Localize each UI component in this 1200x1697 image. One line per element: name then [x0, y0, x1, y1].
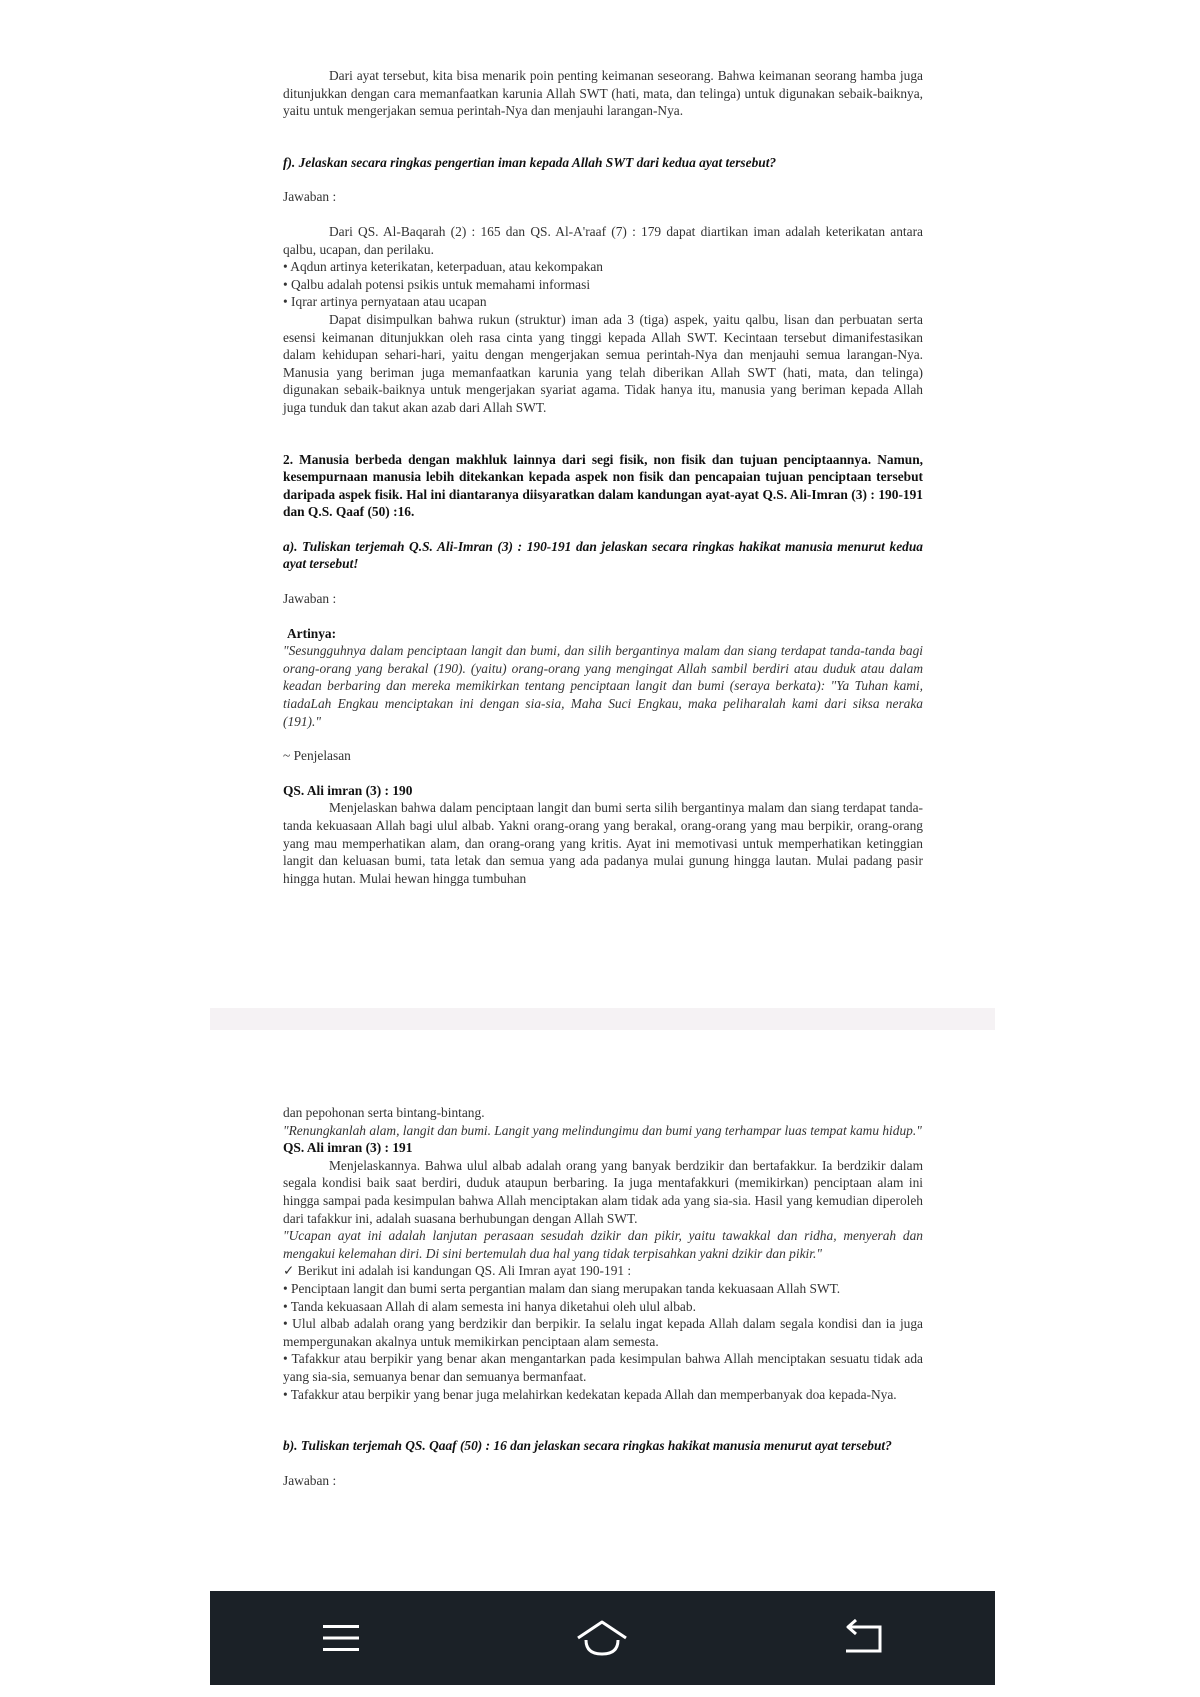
page-divider: [210, 1008, 995, 1030]
menu-icon: [321, 1622, 361, 1654]
navigation-bar: [210, 1591, 995, 1685]
question-a: a). Tuliskan terjemah Q.S. Ali-Imran (3) : 190-191 dan jelaskan secara ringkas hakikat manusia menurut kedua ayat tersebut!: [283, 538, 923, 572]
quote: "Ucapan ayat ini adalah lanjutan perasaan sesudah dzikir dan pikir, yaitu tawakkal dan ridha, menyerah dan mengakui kelemahan diri. Di sini bertemulah dua hal yang tidak terpisahkan yakni dzikir dan pikir.": [283, 1228, 923, 1261]
bullet-item: • Penciptaan langit dan bumi serta pergantian malam dan siang merupakan tanda kekuasaan Allah SWT.: [283, 1280, 841, 1296]
penjelasan-label: ~ Penjelasan: [283, 748, 351, 764]
home-icon: [574, 1618, 630, 1658]
home-button[interactable]: [567, 1608, 637, 1668]
artinya-heading: Artinya:: [287, 625, 337, 641]
document-page-2: [283, 1104, 923, 1489]
paragraph: Menjelaskan bahwa dalam penciptaan langit dan bumi serta silih bergantinya malam dan siang terdapat tanda-tanda kekuasaan Allah bagi ulul albab. Yakni orang-orang yang berakal, orang-orang yang mau berpikir, orang-orang yang mau memperhatikan alam, dan orang-orang yang kritis. Ayat ini memotivasi untuk memperhatikan ketinggian langit dan keluasan bumi, tata letak dan semua yang ada padanya mulai gunung hingga lautan. Mulai padang pasir hingga hutan. Mulai hewan hingga tumbuhan: [283, 800, 923, 886]
translation-quote: "Sesungguhnya dalam penciptaan langit dan bumi, dan silih bergantinya malam dan siang terdapat tanda-tanda bagi orang-orang yang berakal (190). (yaitu) orang-orang yang mengingat Allah sambil berdiri atau duduk atau dalam keadan berbaring dan mereka memikirkan tentang penciptaan langit dan bumi (seraya berkata): "Ya Tuhan kami, tiadaLah Engkau menciptakan ini dengan sia-sia, Maha Suci Engkau, maka peliharalah kami dari siksa neraka (191).": [283, 643, 923, 729]
paragraph: Dari ayat tersebut, kita bisa menarik poin penting keimanan seseorang. Bahwa keimanan seorang hamba juga ditunjukkan dengan cara memanfaatkan karunia Allah SWT (hati, mata, dan telinga) untuk digunakan sebaik-baiknya, yaitu untuk mengerjakan semua perintah-Nya dan menjauhi larangan-Nya.: [283, 68, 923, 119]
paragraph: Dapat disimpulkan bahwa rukun (struktur) iman ada 3 (tiga) aspek, yaitu qalbu, lisan dan perbuatan serta esensi keimanan ditunjukkan oleh rasa cinta yang tinggi kepada Allah SWT. Kecintaan tersebut dimanifestasikan dalam kehidupan sehari-hari, yaitu dengan mengerjakan semua perintah-Nya dan menjauhi semua larangan-Nya. Manusia yang beriman juga memanfaatkan karunia yang telah diberikan Allah SWT (hati, mata, dan telinga) digunakan sebaik-baiknya untuk mengerjakan syariat agama. Tidak hanya itu, manusia yang beriman kepada Allah juga tunduk dan takut akan azab dari Allah SWT.: [283, 311, 923, 415]
answer-label: Jawaban :: [283, 591, 337, 607]
document-page-1: [283, 67, 923, 887]
bullet-item: • Ulul albab adalah orang yang berdzikir dan berpikir. Ia selalu ingat kepada Allah dalam segala kondisi dan ia juga mempergunakan akalnya untuk memikirkan penciptaan alam semesta.: [283, 1316, 923, 1349]
bullet-item: • Iqrar artinya pernyataan atau ucapan: [283, 294, 487, 310]
back-icon: [840, 1619, 888, 1657]
question-2: 2. Manusia berbeda dengan makhluk lainnya dari segi fisik, non fisik dan tujuan penciptaannya. Namun, kesempurnaan manusia lebih ditekankan kepada aspek non fisik dan pencapaian tujuan penciptaan tersebut daripada aspek fisik. Hal ini diantaranya diisyaratkan dalam kandungan ayat-ayat Q.S. Ali-Imran (3) : 190-191 dan Q.S. Qaaf (50) :16.: [283, 451, 923, 520]
paragraph: Menjelaskannya. Bahwa ulul albab adalah orang yang banyak berdzikir dan bertafakkur. Ia berdzikir dalam segala kondisi baik saat berdiri, duduk ataupun berbaring. Ia juga mentafakkuri (memikirkan) penciptaan alam ini hingga sampai pada kesimpulan bahwa Allah menciptakan alam tidak ada yang sia-sia. Hasil yang kemudian diperoleh dari tafakkur ini, adalah suasana berhubungan dengan Allah SWT.: [283, 1157, 923, 1226]
paragraph-continuation: dan pepohonan serta bintang-bintang.: [283, 1105, 485, 1120]
section-heading-191: QS. Ali imran (3) : 191: [283, 1140, 413, 1156]
question-b: b). Tuliskan terjemah QS. Qaaf (50) : 16 dan jelaskan secara ringkas hakikat manusia menurut ayat tersebut?: [283, 1438, 892, 1454]
bullet-item: • Tanda kekuasaan Allah di alam semesta ini hanya diketahui oleh ulul albab.: [283, 1298, 696, 1314]
question-f: f). Jelaskan secara ringkas pengertian iman kepada Allah SWT dari kedua ayat tersebut?: [283, 154, 777, 170]
back-button[interactable]: [829, 1608, 899, 1668]
list-heading: ✓ Berikut ini adalah isi kandungan QS. Ali Imran ayat 190-191 :: [283, 1263, 632, 1279]
quote: "Renungkanlah alam, langit dan bumi. Langit yang melindungimu dan bumi yang terhampar luas tempat kamu hidup.": [283, 1122, 922, 1138]
section-heading-190: QS. Ali imran (3) : 190: [283, 782, 413, 798]
bullet-item: • Aqdun artinya keterikatan, keterpaduan, atau kekompakan: [283, 259, 603, 275]
bullet-item: • Qalbu adalah potensi psikis untuk memahami informasi: [283, 276, 591, 292]
paragraph: Dari QS. Al-Baqarah (2) : 165 dan QS. Al-A'raaf (7) : 179 dapat diartikan iman adalah keterikatan antara qalbu, ucapan, dan perilaku.: [283, 223, 923, 257]
menu-button[interactable]: [306, 1608, 376, 1668]
answer-label: Jawaban :: [283, 189, 337, 205]
bullet-item: • Tafakkur atau berpikir yang benar juga melahirkan kedekatan kepada Allah dan memperbanyak doa kepada-Nya.: [283, 1386, 897, 1402]
bullet-item: • Tafakkur atau berpikir yang benar akan mengantarkan pada kesimpulan bahwa Allah menciptakan sesuatu tidak ada yang sia-sia, semuanya benar dan semuanya bermanfaat.: [283, 1351, 923, 1384]
answer-label: Jawaban :: [283, 1472, 337, 1488]
